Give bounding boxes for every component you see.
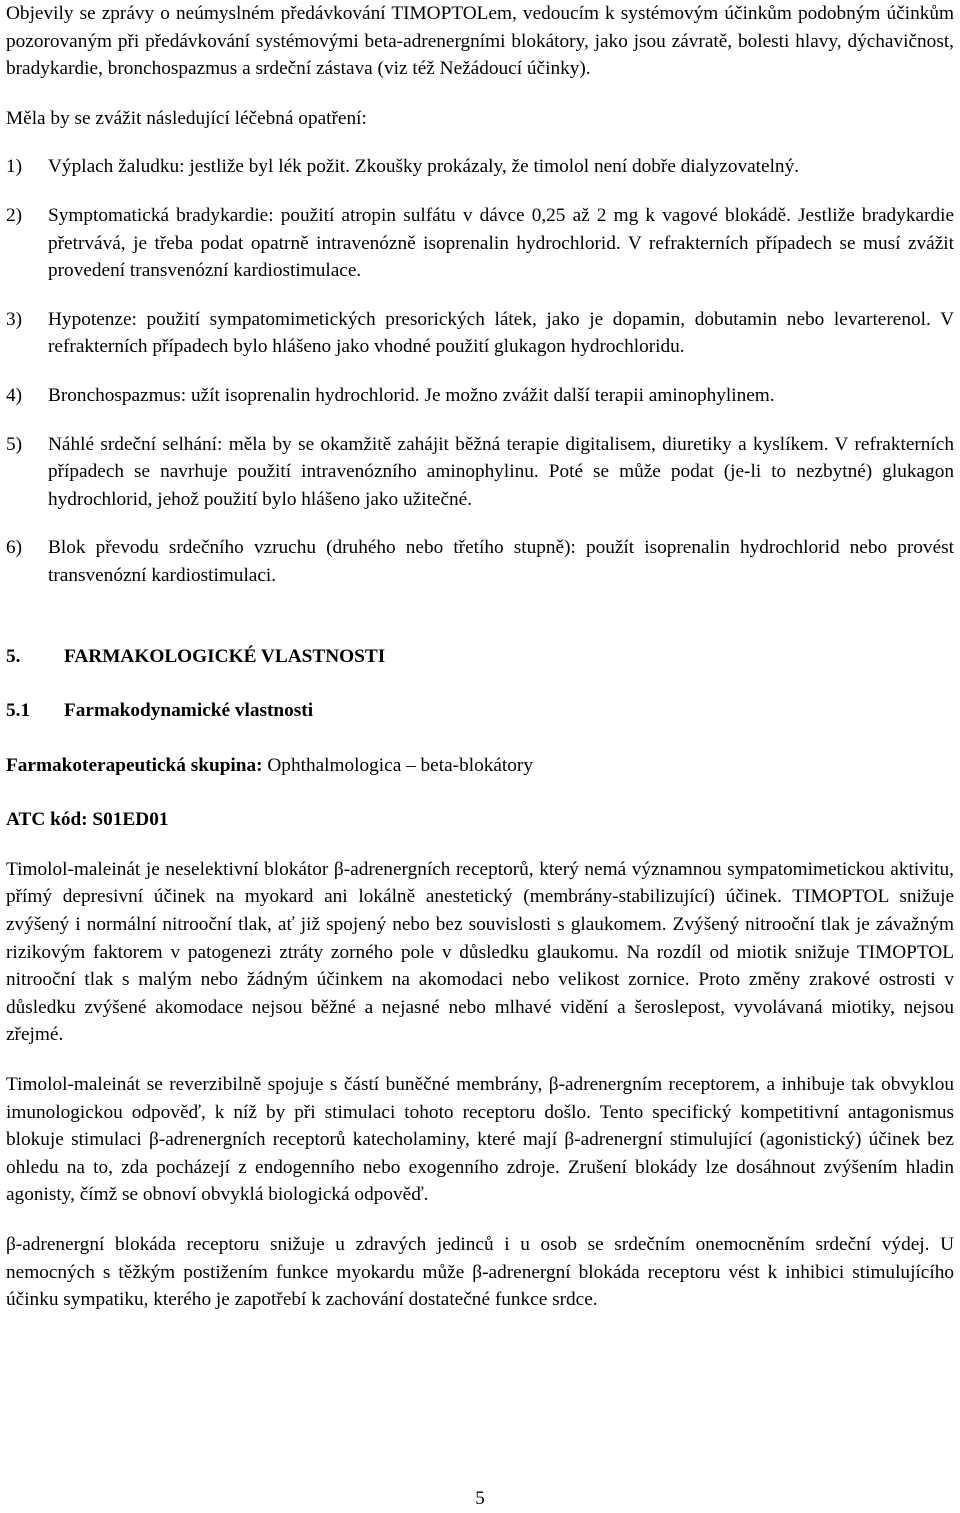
group-label: Farmakoterapeutická skupina: (6, 754, 263, 776)
atc-code: ATC kód: S01ED01 (6, 809, 169, 831)
measure-text: Hypotenze: použití sympatomimetických presorických látek, jako je dopamin, dobutamin nebo levarterenol. V refrakterních případech bylo hlášeno jako vhodné použití glukagon hydrochloridu. (48, 308, 954, 358)
section-number: 5. (6, 645, 21, 667)
measure-text: Bronchospazmus: užít isoprenalin hydrochlorid. Je možno zvážit další terapii aminophylinem. (48, 384, 775, 406)
overdose-intro-paragraph: Objevily se zprávy o neúmyslném předávkování TIMOPTOLem, vedoucím k systémovým účinkům podobným účinkům pozorovaným při předávkování systémovými beta-adrenergními blokátory, jako jsou závratě, bolesti hlavy, dýchavičnost, bradykardie, bronchospazmus a srdeční zástava (viz též Nežádoucí účinky). (6, 3, 954, 80)
measure-number: 5) (6, 433, 23, 455)
body-paragraph: Timolol-maleinát je neselektivní blokátor β-adrenergních receptorů, který nemá významnou sympatomimetickou aktivitu, přímý depresivní účinek na myokard ani lokálně anestetický (membrány-stabilizující) účinek. TIMOPTOL snižuje zvýšený i normální nitrooční tlak, ať již spojený nebo bez souvislosti s glaukomem. Zvýšený nitrooční tlak je závažným rizikovým faktorem v patogenezi ztráty zorného pole v důsledku glaukomu. Na rozdíl od miotik snižuje TIMOPTOL nitrooční tlak s malým nebo žádným účinkem na akomodaci nebo velikost zornice. Proto změny zrakové ostrosti v důsledku zvýšené akomodace nejsou běžné a nejasné nebo mlhavé vidění a šeroslepost, vyvolávaná miotiky, nejsou zřejmé. (6, 858, 954, 1046)
body-paragraph: β-adrenergní blokáda receptoru snižuje u zdravých jedinců i u osob se srdečním onemocněním srdeční výdej. U nemocných s těžkým postižením funkce myokardu může β-adrenergní blokáda receptoru vést k inhibici stimulujícího účinku sympatiku, kterého je zapotřebí k zachování dostatečné funkce srdce. (6, 1234, 954, 1311)
group-value: Ophthalmologica – beta-blokátory (262, 754, 533, 776)
measure-number: 1) (6, 156, 23, 178)
measure-item-5 (6, 431, 954, 514)
measure-number: 2) (6, 204, 23, 226)
pharmacotherapeutic-group (6, 752, 954, 780)
measure-item-6 (6, 534, 954, 589)
measure-item-1 (6, 153, 954, 181)
measure-text: Symptomatická bradykardie: použití atropin sulfátu v dávce 0,25 až 2 mg k vagové blokádě. Jestliže bradykardie přetrvává, je třeba podat opatrně intravenózně isoprenalin hydrochlorid. V refrakterních případech se musí zvážit provedení transvenózní kardiostimulace. (48, 204, 954, 282)
subsection-title: Farmakodynamické vlastnosti (64, 700, 314, 722)
measure-item-4 (6, 382, 954, 410)
page-number: 5 (475, 1488, 485, 1509)
measure-number: 4) (6, 384, 23, 406)
section-heading (6, 643, 954, 671)
body-paragraph: Timolol-maleinát se reverzibilně spojuje s částí buněčné membrány, β-adrenergním receptorem, a inhibuje tak obvyklou imunologickou odpověď, k níž by při stimulaci tohoto receptoru došlo. Tento specifický kompetitivní antagonismus blokuje stimulaci β-adrenergních receptorů katecholaminy, které mají β-adrenergní stimulující (agonistický) účinek bez ohledu na to, zda pocházejí z endogenního nebo exogenního zdroje. Zrušení blokády lze dosáhnout zvýšením hladin agonisty, čímž se obnoví obvyklá biologická odpověď. (6, 1074, 954, 1206)
measure-text: Výplach žaludku: jestliže byl lék požit. Zkoušky prokázaly, že timolol není dobře dialyzovatelný. (48, 156, 800, 178)
measures-intro: Měla by se zvážit následující léčebná opatření: (6, 107, 367, 129)
subsection-heading (6, 697, 954, 725)
measure-text: Náhlé srdeční selhání: měla by se okamžitě zahájit běžná terapie digitalisem, diuretiky a kyslíkem. V refrakterních případech se navrhuje použití intravenózního aminophylinu. Poté se může podat (je-li to nezbytné) glukagon hydrochlorid, jehož použití bylo hlášeno jako užitečné. (48, 433, 954, 510)
measure-number: 6) (6, 537, 23, 559)
subsection-number: 5.1 (6, 700, 31, 722)
measure-number: 3) (6, 308, 23, 330)
section-title: FARMAKOLOGICKÉ VLASTNOSTI (64, 645, 386, 667)
measure-item-2 (6, 202, 954, 285)
measure-text: Blok převodu srdečního vzruchu (druhého nebo třetího stupně): použít isoprenalin hydrochlorid nebo provést transvenózní kardiostimulaci. (48, 537, 954, 586)
measure-item-3 (6, 306, 954, 361)
document-page (6, 0, 954, 1314)
